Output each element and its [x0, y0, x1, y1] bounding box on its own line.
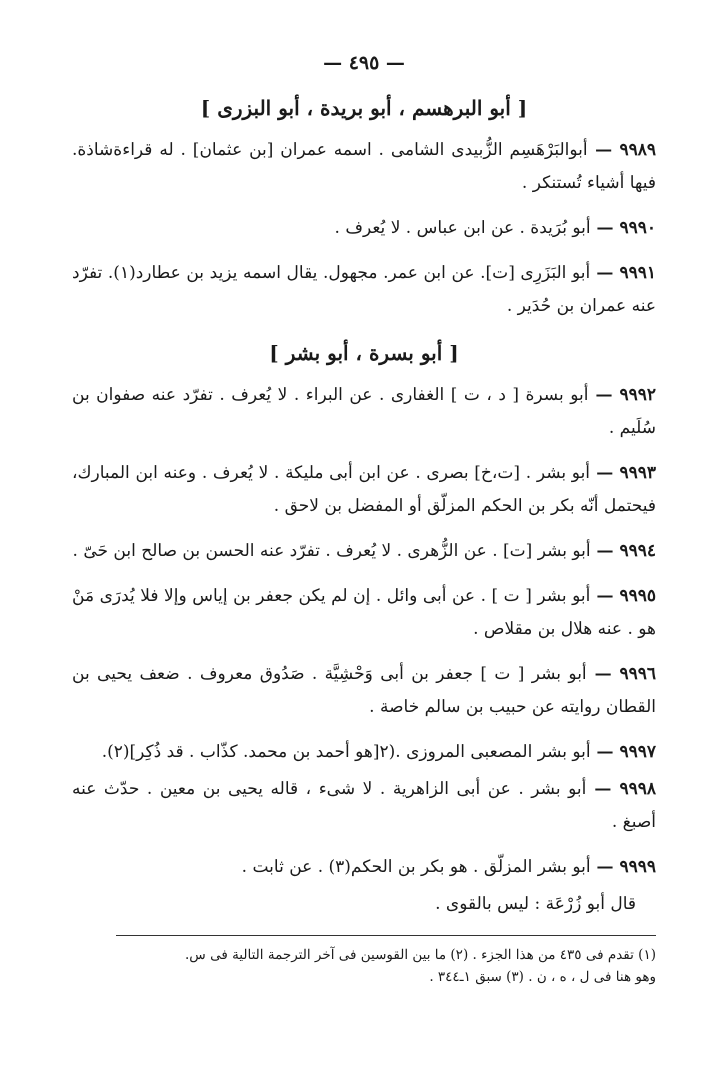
entry-9990	[72, 212, 656, 245]
footnote-line-2: وهو هنا فى ل ، ه ، ن . (٣) سبق ١ـ٣٤٤ .	[429, 969, 656, 985]
footnotes	[72, 944, 656, 988]
entry-number: ٩٩٩٥ —	[596, 586, 657, 606]
entry-number: ٩٩٩٩ —	[596, 857, 656, 877]
footnote-divider	[116, 935, 656, 936]
entry-text: أبو بشر المزلّق . هو بكر بن الحكم(٣) . عن ثابت .	[241, 857, 591, 877]
entry-9992	[72, 379, 656, 445]
entry-text: أبو بسرة [ د ، ت ] الغفارى . عن البراء . لا يُعرف . تفرّد عنه صفوان بن سُلَيم .	[72, 385, 656, 438]
section-heading-2: [ أبو بسرة ، أبو بشر ]	[269, 341, 459, 365]
entry-9997	[72, 736, 656, 769]
entry-text: أبو بشر المصعبى المروزى .(٢[هو أحمد بن محمد. كذّاب . قد ذُكِر](٢).	[101, 742, 591, 762]
entry-number: ٩٩٩٠ —	[596, 218, 656, 238]
entry-text: أبو بشر . [ت،خ] بصرى . عن ابن أبى مليكة . لا يُعرف . وعنه ابن المبارك، فيحتمل أنّه بكر بن الحكم المزلّق أو المفضل بن لاحق .	[72, 463, 656, 516]
entry-text: أبو بشر . عن أبى الزاهرية . لا شىء ، قاله يحيى بن معين . حدّث عنه أصبغ .	[72, 779, 656, 832]
entry-9999	[72, 851, 656, 884]
entry-number: ٩٩٨٩ —	[595, 140, 657, 160]
section-heading-1: [ أبو البرهسم ، أبو بريدة ، أبو البزرى ]	[200, 96, 528, 120]
entry-text: أبو بشر [ت] . عن الزُّهرى . لا يُعرف . تفرّد عنه الحسن بن صالح ابن حَىّ .	[72, 541, 591, 561]
entry-9993	[72, 457, 656, 523]
entry-number: ٩٩٩٨ —	[594, 779, 656, 799]
continuation-line: قال أبو زُرْعَة : ليس بالقوى .	[435, 894, 636, 914]
entry-9989	[72, 134, 656, 200]
entry-number: ٩٩٩٧ —	[596, 742, 656, 762]
entry-9995	[72, 580, 656, 646]
entry-9991	[72, 257, 656, 323]
footnote-line-1: (١) تقدم فى ٤٣٥ من هذا الجزء . (٢) ما بين القوسين فى آخر الترجمة التالية فى س.	[185, 947, 656, 963]
entry-9996	[72, 658, 656, 724]
entry-text: أبوالبَرْهَسِم الزُّبيدى الشامى . اسمه عمران [بن عثمان] . له قراءةشاذة. فيها أشياء تُستنكر .	[72, 140, 656, 193]
page-number: — ٤٩٥ —	[323, 52, 405, 74]
entry-text: أبو البَزَرِى [ت]. عن ابن عمر. مجهول. يقال اسمه يزيد بن عطارد(١). تفرّد عنه عمران بن حُدَير .	[72, 263, 656, 316]
entry-number: ٩٩٩٦ —	[594, 664, 657, 684]
entry-text: أبو بُرَيدة . عن ابن عباس . لا يُعرف .	[334, 218, 591, 238]
entry-9998	[72, 773, 656, 839]
entry-number: ٩٩٩١ —	[596, 263, 656, 283]
entry-text: أبو بشر [ ت ] جعفر بن أبى وَحْشِيَّة . صَدُوق معروف . ضعف يحيى بن القطان روايته عن حبيب بن سالم خاصة .	[72, 664, 656, 717]
entry-9994	[72, 535, 656, 568]
entry-number: ٩٩٩٣ —	[596, 463, 656, 483]
entry-number: ٩٩٩٤ —	[596, 541, 656, 561]
entry-text: أبو بشر [ ت ] . عن أبى وائل . إن لم يكن جعفر بن إياس وإلا فلا يُدرَى مَنْ هو . عنه هلال بن مقلاص .	[72, 586, 656, 639]
entry-number: ٩٩٩٢ —	[595, 385, 657, 405]
